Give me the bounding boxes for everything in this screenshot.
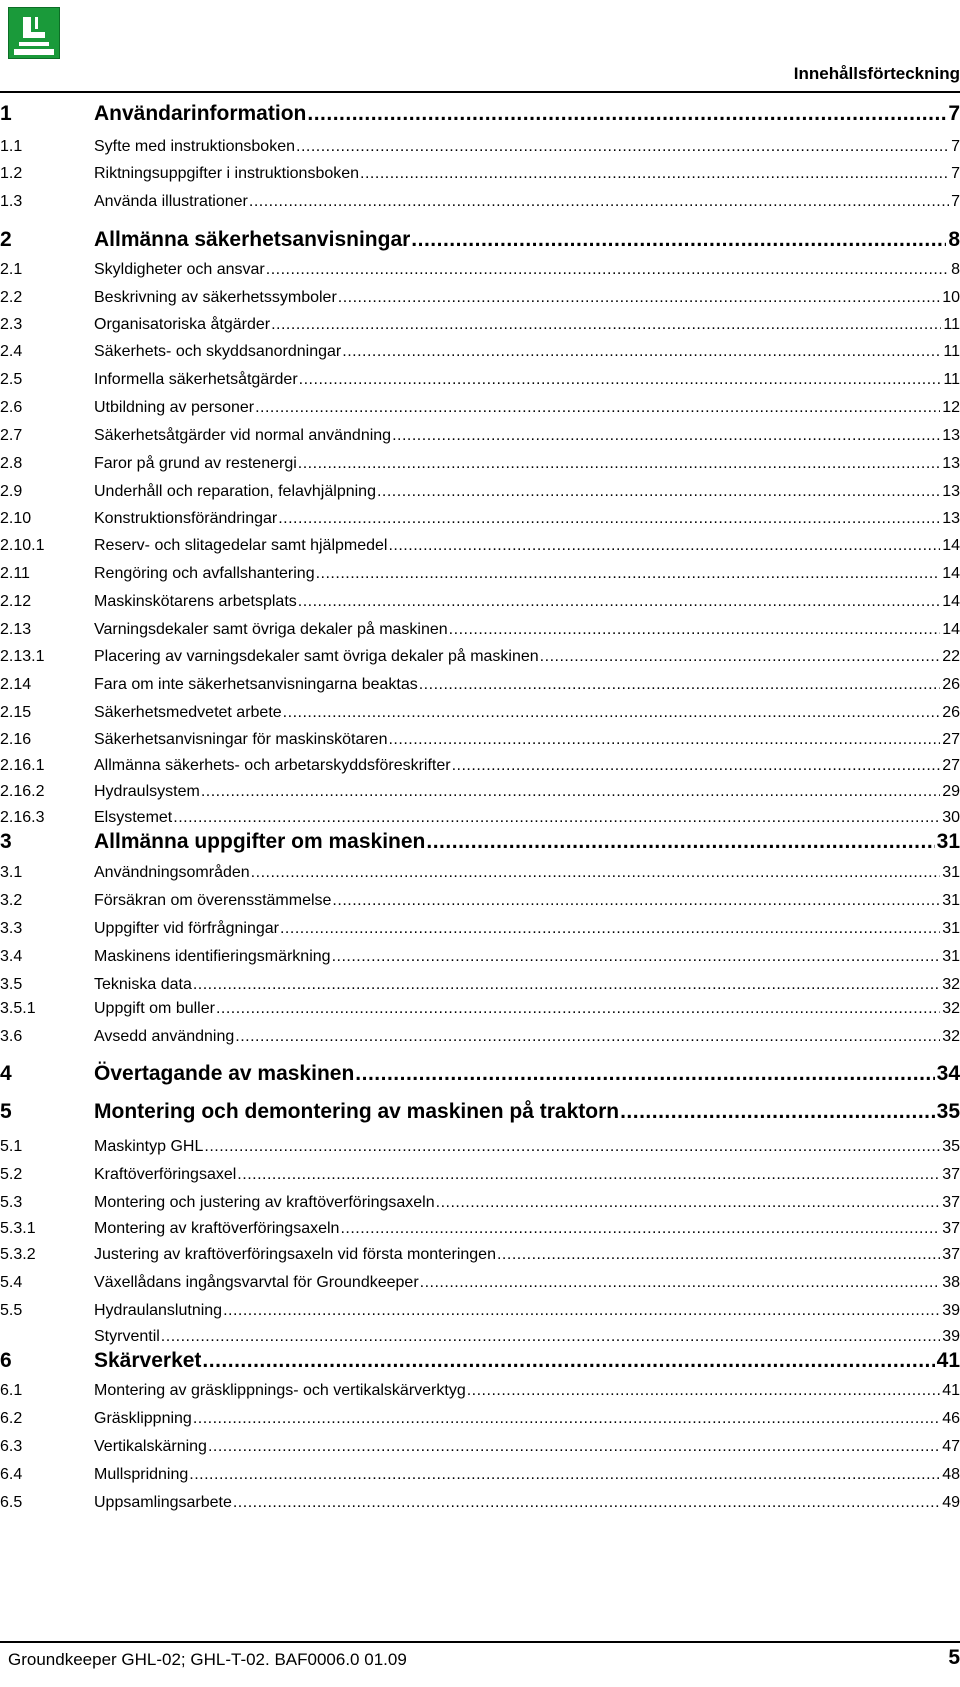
toc-entry[interactable]	[0, 704, 960, 722]
amazone-logo	[8, 7, 60, 59]
toc-entry[interactable]	[0, 864, 960, 882]
toc-number: 5.4	[0, 1274, 23, 1291]
toc-leader	[360, 165, 949, 183]
toc-title: Uppgifter vid förfrågningar	[94, 920, 279, 937]
toc-leader	[355, 1062, 934, 1086]
toc-number: 6.5	[0, 1494, 23, 1511]
toc-chapter[interactable]	[0, 1062, 960, 1086]
toc-entry[interactable]	[0, 537, 960, 555]
toc-chapter[interactable]	[0, 1349, 960, 1373]
toc-leader	[420, 1274, 941, 1292]
toc-leader	[193, 1410, 940, 1428]
toc-number: 2.15	[0, 704, 32, 721]
toc-leader	[201, 783, 940, 801]
toc-entry[interactable]	[0, 510, 960, 528]
header-divider	[0, 91, 960, 93]
toc-page: 27	[942, 757, 960, 774]
toc-title: Utbildning av personer	[94, 399, 255, 416]
toc-title: Syfte med instruktionsboken	[94, 138, 295, 155]
toc-number: 1.3	[0, 193, 23, 210]
toc-page: 10	[942, 289, 960, 306]
toc-title: Informella säkerhetsåtgärder	[94, 371, 298, 388]
toc-chapter[interactable]	[0, 830, 960, 854]
toc-leader	[208, 1438, 940, 1456]
logo-emblem-icon	[9, 8, 59, 58]
toc-title: Allmänna uppgifter om maskinen	[94, 830, 426, 853]
toc-number: 2.11	[0, 565, 30, 582]
toc-title: Varningsdekaler samt övriga dekaler på maskinen	[94, 621, 448, 638]
toc-number: 2.5	[0, 371, 23, 388]
toc-entry[interactable]	[0, 593, 960, 611]
toc-entry[interactable]	[0, 289, 960, 307]
toc-number: 3.4	[0, 948, 23, 965]
toc-entry[interactable]	[0, 427, 960, 445]
toc-leader	[173, 809, 940, 827]
toc-leader	[620, 1100, 935, 1124]
toc-number: 3.5	[0, 976, 23, 993]
toc-page: 11	[943, 316, 960, 333]
toc-entry[interactable]	[0, 976, 960, 994]
toc-page: 49	[942, 1494, 960, 1511]
footer-page-number: 5	[948, 1646, 960, 1669]
toc-leader	[497, 1246, 940, 1264]
toc-title: Säkerhetsanvisningar för maskinskötaren	[94, 731, 388, 748]
toc-title: Fara om inte säkerhetsanvisningarna beaktas	[94, 676, 418, 693]
toc-leader	[299, 371, 942, 389]
toc-entry[interactable]	[0, 1328, 960, 1346]
toc-title: Montering av kraftöverföringsaxeln	[94, 1220, 340, 1237]
toc-leader	[388, 731, 940, 749]
toc-page: 8	[948, 228, 960, 251]
toc-entry[interactable]	[0, 343, 960, 361]
toc-page: 12	[942, 399, 960, 416]
toc-title: Maskinskötarens arbetsplats	[94, 593, 297, 610]
toc-title: Beskrivning av säkerhetssymboler	[94, 289, 337, 306]
toc-title: Gräsklippning	[94, 1410, 192, 1427]
toc-page: 34	[936, 1062, 960, 1085]
toc-number: 5.3.2	[0, 1246, 36, 1263]
toc-entry[interactable]	[0, 1220, 960, 1238]
toc-entry[interactable]	[0, 920, 960, 938]
toc-leader	[193, 976, 940, 994]
toc-page: 32	[942, 1028, 960, 1045]
toc-leader	[540, 648, 941, 666]
toc-leader	[449, 621, 941, 639]
toc-title: Hydraulsystem	[94, 783, 200, 800]
toc-page: 7	[951, 138, 960, 155]
toc-number: 2.13.1	[0, 648, 45, 665]
toc-number: 2.16.2	[0, 783, 45, 800]
toc-number: 2.6	[0, 399, 23, 416]
toc-title: Uppsamlingsarbete	[94, 1494, 232, 1511]
toc-title: Skyldigheter och ansvar	[94, 261, 265, 278]
toc-page: 26	[942, 676, 960, 693]
toc-number: 2	[0, 228, 12, 251]
toc-title: Vertikalskärning	[94, 1438, 207, 1455]
toc-title: Uppgift om buller	[94, 1000, 215, 1017]
toc-leader	[161, 1328, 940, 1346]
toc-title: Justering av kraftöverföringsaxeln vid första monteringen	[94, 1246, 496, 1263]
section-title: Innehållsförteckning	[793, 64, 960, 83]
toc-number: 3.2	[0, 892, 23, 909]
toc-page: 41	[942, 1382, 960, 1399]
toc-entry[interactable]	[0, 676, 960, 694]
toc-title: Montering av gräsklippnings- och vertikalskärverktyg	[94, 1382, 466, 1399]
toc-leader	[280, 920, 940, 938]
toc-leader	[426, 830, 934, 854]
toc-page: 41	[936, 1349, 960, 1372]
toc-leader	[266, 261, 949, 279]
toc-leader	[307, 102, 946, 126]
toc-leader	[411, 228, 946, 252]
toc-entry[interactable]	[0, 1246, 960, 1264]
toc-page: 7	[951, 165, 960, 182]
toc-number: 2.8	[0, 455, 23, 472]
toc-leader	[216, 1000, 940, 1018]
toc-entry[interactable]	[0, 165, 960, 183]
toc-entry[interactable]	[0, 261, 960, 279]
toc-number: 2.10	[0, 510, 32, 527]
footer-doc-id: Groundkeeper GHL-02; GHL-T-02. BAF0006.0 01.09	[8, 1650, 407, 1669]
footer-divider	[0, 1641, 960, 1643]
toc-number: 2.16	[0, 731, 32, 748]
toc-page: 14	[942, 537, 960, 554]
toc-leader	[298, 593, 940, 611]
toc-entry[interactable]	[0, 399, 960, 417]
toc-entry[interactable]	[0, 1410, 960, 1428]
toc-title: Faror på grund av restenergi	[94, 455, 297, 472]
toc-leader	[223, 1302, 940, 1320]
toc-number: 2.16.3	[0, 809, 45, 826]
toc-number: 2.16.1	[0, 757, 45, 774]
toc-leader	[467, 1382, 940, 1400]
toc-leader	[377, 483, 940, 501]
toc-number: 2.14	[0, 676, 32, 693]
toc-number: 1.2	[0, 165, 23, 182]
toc-leader	[316, 565, 941, 583]
toc-number: 6.1	[0, 1382, 23, 1399]
toc-title: Montering och justering av kraftöverföringsaxeln	[94, 1194, 435, 1211]
toc-number: 5.2	[0, 1166, 23, 1183]
toc-title: Montering och demontering av maskinen på traktorn	[94, 1100, 620, 1123]
toc-leader	[332, 948, 941, 966]
toc-entry[interactable]	[0, 565, 960, 583]
toc-entry[interactable]	[0, 1194, 960, 1212]
toc-page: 48	[942, 1466, 960, 1483]
toc-page: 39	[942, 1302, 960, 1319]
toc-page: 47	[942, 1438, 960, 1455]
toc-number: 2.12	[0, 593, 32, 610]
toc-entry[interactable]	[0, 1138, 960, 1156]
toc-leader	[332, 892, 940, 910]
toc-title: Skärverket	[94, 1349, 202, 1372]
toc-number: 6.3	[0, 1438, 23, 1455]
toc-entry[interactable]	[0, 809, 960, 827]
toc-page: 13	[942, 483, 960, 500]
toc-title: Placering av varningsdekaler samt övriga dekaler på maskinen	[94, 648, 539, 665]
toc-entry[interactable]	[0, 1274, 960, 1292]
toc-leader	[249, 193, 949, 211]
toc-page: 29	[942, 783, 960, 800]
toc-title: Underhåll och reparation, felavhjälpning	[94, 483, 376, 500]
toc-entry[interactable]	[0, 892, 960, 910]
toc-entry[interactable]	[0, 1382, 960, 1400]
toc-page: 37	[942, 1194, 960, 1211]
toc-title: Allmänna säkerhets- och arbetarskyddsföreskrifter	[94, 757, 451, 774]
toc-leader	[436, 1194, 941, 1212]
toc-entry[interactable]	[0, 455, 960, 473]
toc-entry[interactable]	[0, 1000, 960, 1018]
toc-title: Riktningsuppgifter i instruktionsboken	[94, 165, 360, 182]
toc-entry[interactable]	[0, 1166, 960, 1184]
toc-number: 5.1	[0, 1138, 23, 1155]
toc-chapter[interactable]	[0, 102, 960, 126]
toc-title: Använda illustrationer	[94, 193, 248, 210]
toc-leader	[189, 1466, 940, 1484]
toc-number: 2.10.1	[0, 537, 45, 554]
toc-title: Mullspridning	[94, 1466, 189, 1483]
toc-entry[interactable]	[0, 316, 960, 334]
toc-title: Hydraulanslutning	[94, 1302, 223, 1319]
toc-title: Elsystemet	[94, 809, 173, 826]
toc-page: 35	[942, 1138, 960, 1155]
toc-title: Användningsområden	[94, 864, 250, 881]
toc-page: 11	[943, 343, 960, 360]
toc-title: Maskinens identifieringsmärkning	[94, 948, 331, 965]
toc-number: 2.7	[0, 427, 23, 444]
toc-leader	[278, 510, 940, 528]
toc-page: 13	[942, 510, 960, 527]
toc-number: 5.5	[0, 1302, 23, 1319]
toc-leader	[233, 1494, 940, 1512]
toc-page: 14	[942, 565, 960, 582]
toc-number: 3.5.1	[0, 1000, 36, 1017]
toc-page: 7	[948, 102, 960, 125]
toc-page: 22	[942, 648, 960, 665]
toc-number: 6.4	[0, 1466, 23, 1483]
toc-page: 7	[951, 193, 960, 210]
toc-leader	[255, 399, 940, 417]
toc-page: 26	[942, 704, 960, 721]
toc-leader	[419, 676, 940, 694]
toc-number: 3.3	[0, 920, 23, 937]
toc-chapter[interactable]	[0, 228, 960, 252]
toc-leader	[237, 1166, 940, 1184]
toc-page: 8	[951, 261, 960, 278]
toc-page: 31	[942, 948, 960, 965]
toc-page: 37	[942, 1246, 960, 1263]
toc-page: 38	[942, 1274, 960, 1291]
toc-number: 3	[0, 830, 12, 853]
toc-entry[interactable]	[0, 1438, 960, 1456]
toc-number: 4	[0, 1062, 12, 1085]
toc-leader	[388, 537, 940, 555]
toc-page: 39	[942, 1328, 960, 1345]
toc-entry[interactable]	[0, 138, 960, 156]
toc-entry[interactable]	[0, 648, 960, 666]
toc-title: Säkerhets- och skyddsanordningar	[94, 343, 342, 360]
toc-entry[interactable]	[0, 1302, 960, 1320]
toc-title: Reserv- och slitagedelar samt hjälpmedel	[94, 537, 388, 554]
toc-number: 1.1	[0, 138, 23, 155]
toc-leader	[342, 343, 941, 361]
toc-page: 13	[942, 427, 960, 444]
toc-leader	[202, 1349, 934, 1373]
toc-title: Styrventil	[94, 1328, 160, 1345]
toc-number: 3.1	[0, 864, 23, 881]
toc-title: Konstruktionsförändringar	[94, 510, 278, 527]
toc-number: 5.3.1	[0, 1220, 36, 1237]
toc-leader	[340, 1220, 940, 1238]
toc-entry[interactable]	[0, 731, 960, 749]
toc-entry[interactable]	[0, 193, 960, 211]
toc-leader	[235, 1028, 940, 1046]
toc-entry[interactable]	[0, 1466, 960, 1484]
toc-title: Försäkran om överensstämmelse	[94, 892, 332, 909]
toc-page: 46	[942, 1410, 960, 1427]
toc-leader	[204, 1138, 940, 1156]
toc-page: 14	[942, 593, 960, 610]
toc-page: 31	[942, 864, 960, 881]
toc-page: 32	[942, 976, 960, 993]
toc-title: Organisatoriska åtgärder	[94, 316, 271, 333]
toc-number: 6	[0, 1349, 12, 1372]
toc-leader	[452, 757, 941, 775]
toc-number: 3.6	[0, 1028, 23, 1045]
toc-entry[interactable]	[0, 621, 960, 639]
toc-number: 2.9	[0, 483, 23, 500]
toc-title: Växellådans ingångsvarvtal för Groundkeeper	[94, 1274, 419, 1291]
toc-page: 11	[943, 371, 960, 388]
toc-page: 31	[936, 830, 960, 853]
toc-leader	[392, 427, 940, 445]
toc-title: Säkerhetsmedvetet arbete	[94, 704, 282, 721]
toc-entry[interactable]	[0, 1494, 960, 1512]
toc-entry[interactable]	[0, 1028, 960, 1046]
toc-page: 37	[942, 1166, 960, 1183]
toc-leader	[296, 138, 949, 156]
toc-page: 37	[942, 1220, 960, 1237]
toc-title: Allmänna säkerhetsanvisningar	[94, 228, 411, 251]
toc-number: 5.3	[0, 1194, 23, 1211]
toc-page: 14	[942, 621, 960, 638]
toc-number: 2.13	[0, 621, 32, 638]
toc-leader	[271, 316, 941, 334]
toc-leader	[283, 704, 941, 722]
toc-chapter[interactable]	[0, 1100, 960, 1124]
toc-title: Avsedd användning	[94, 1028, 235, 1045]
toc-number: 5	[0, 1100, 12, 1123]
toc-number: 1	[0, 102, 12, 125]
toc-title: Kraftöverföringsaxel	[94, 1166, 237, 1183]
toc-leader	[251, 864, 941, 882]
toc-title: Rengöring och avfallshantering	[94, 565, 315, 582]
toc-entry[interactable]	[0, 757, 960, 775]
toc-entry[interactable]	[0, 371, 960, 389]
toc-number: 2.4	[0, 343, 23, 360]
toc-leader	[338, 289, 940, 307]
toc-entry[interactable]	[0, 783, 960, 801]
toc-page: 31	[942, 920, 960, 937]
toc-page: 32	[942, 1000, 960, 1017]
toc-number: 6.2	[0, 1410, 23, 1427]
toc-number: 2.1	[0, 261, 23, 278]
toc-page: 35	[936, 1100, 960, 1123]
toc-title: Tekniska data	[94, 976, 192, 993]
toc-number: 2.2	[0, 289, 23, 306]
toc-entry[interactable]	[0, 483, 960, 501]
toc-page: 30	[942, 809, 960, 826]
toc-title: Användarinformation	[94, 102, 307, 125]
toc-title: Säkerhetsåtgärder vid normal användning	[94, 427, 392, 444]
toc-page: 31	[942, 892, 960, 909]
toc-leader	[298, 455, 940, 473]
toc-title: Övertagande av maskinen	[94, 1062, 355, 1085]
toc-page: 27	[942, 731, 960, 748]
toc-number: 2.3	[0, 316, 23, 333]
toc-entry[interactable]	[0, 948, 960, 966]
toc-title: Maskintyp GHL	[94, 1138, 204, 1155]
toc-page: 13	[942, 455, 960, 472]
